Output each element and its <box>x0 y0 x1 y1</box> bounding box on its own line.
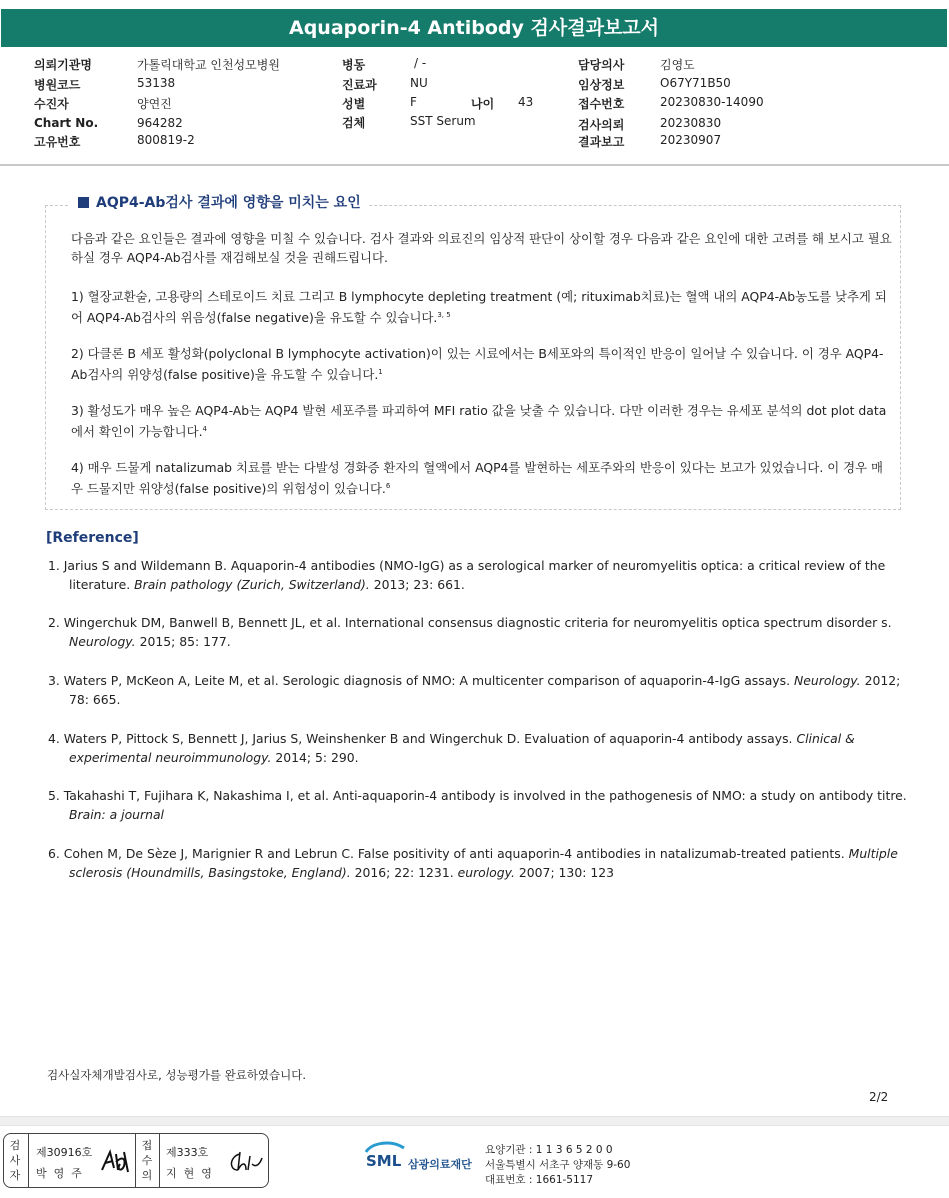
reference-text: Waters P, Pittock S, Bennett J, Jarius S, Weinshenker B and Wingerchuk D. Evaluation of aquaporin-4 antibody assays. <box>63 731 793 746</box>
factor-item-4-sup: 6 <box>385 482 391 490</box>
label-age: 나이 <box>471 97 495 111</box>
label-specimen: 검체 <box>342 116 366 130</box>
reference-text: Wingerchuk DM, Banwell B, Bennett JL, et al. International consensus diagnostic criteria for neuromyelitis optica spectrum disorder s. <box>63 615 892 630</box>
label-ward: 병동 <box>342 58 366 72</box>
org-name: 삼광의료재단 <box>408 1158 472 1171</box>
validation-note: 검사실자체개발검사로, 성능평가를 완료하였습니다. <box>47 1068 307 1082</box>
label-doctor: 담당의사 <box>578 58 625 72</box>
factor-item-3-text: 3) 활성도가 매우 높은 AQP4-Ab는 AQP4 발현 세포주를 파괴하여 MFI ratio 값을 낮출 수 있습니다. 다만 이러한 경우는 유세포 분석의 dot plot data에서 확인이 가능합니다. <box>71 403 887 439</box>
stamp-divider <box>159 1134 160 1187</box>
label-clinical-info: 임상정보 <box>578 78 625 92</box>
factor-item-1-sup: 3, 5 <box>437 311 451 319</box>
reference-num: 2. <box>48 615 60 630</box>
label-department: 진료과 <box>342 78 377 92</box>
value-ward: / - <box>414 56 427 70</box>
reference-item <box>48 613 908 651</box>
reference-journal: Brain pathology (Zurich, Switzerland). <box>134 577 370 592</box>
reference-tail: 2012; 78: 665. <box>69 673 901 707</box>
reference-item <box>48 556 908 594</box>
factors-title-text: AQP4-Ab검사 결과에 영향을 미치는 요인 <box>96 195 361 211</box>
factor-item-4-text: 4) 매우 드물게 natalizumab 치료를 받는 다발성 경화증 환자의 혈액에서 AQP4를 발현하는 세포주와의 반응이 있다는 보고가 있었습니다. 이 경우 매우 드물지만 위양성(false positive)의 위험성이 있습니다. <box>71 460 883 496</box>
org-phone: 대표번호 : 1661-5117 <box>485 1174 594 1186</box>
signature-stamp <box>3 1133 269 1188</box>
factor-item-3-sup: 4 <box>202 425 207 433</box>
factors-intro: 다음과 같은 요인들은 결과에 영향을 미칠 수 있습니다. 검사 결과와 의료진의 임상적 판단이 상이할 경우 다음과 같은 요인에 대한 고려를 해 보시고 필요하실 경우 AQP4-Ab검사를 재검해보실 것을 권해드립니다. <box>71 231 892 265</box>
factor-item-2-sup: 1 <box>378 368 383 376</box>
reference-tail: 2014; 5: 290. <box>275 750 359 765</box>
reference-heading: [Reference] <box>46 530 139 546</box>
reference-item <box>48 786 908 824</box>
stamp-divider <box>135 1134 136 1187</box>
org-address: 서울특별시 서초구 양재동 9-60 <box>485 1159 631 1171</box>
tester-signature <box>98 1146 132 1176</box>
reference-text: Cohen M, De Sèze J, Marignier R and Lebrun C. False positivity of anti aquaporin-4 antibodies in natalizumab-treated patients. <box>63 846 845 861</box>
reference-num: 4. <box>48 731 60 746</box>
org-code: 요양기관 : 1 1 3 6 5 2 0 0 <box>485 1144 613 1156</box>
reference-tail-2: 2007; 130: 123 <box>518 865 614 880</box>
sml-logo: SML <box>366 1152 402 1170</box>
value-age: 43 <box>518 95 534 109</box>
header-divider <box>0 164 949 166</box>
factor-item-4 <box>71 458 893 498</box>
label-chart-no: Chart No. <box>34 116 99 130</box>
value-request-date: 20230830 <box>660 116 722 130</box>
reference-text: Waters P, McKeon A, Leite M, et al. Serologic diagnosis of NMO: A multicenter comparison of aquaporin-4-IgG assays. <box>63 673 791 688</box>
label-receipt-no: 접수번호 <box>578 97 625 111</box>
reference-num: 1. <box>48 558 60 573</box>
reference-item <box>48 844 908 882</box>
reference-journal: Multiple sclerosis (Houndmills, Basingstoke, England). <box>69 846 898 880</box>
reference-text: Takahashi T, Fujihara K, Nakashima I, et al. Anti-aquaporin-4 antibody is involved in the pathogenesis of NMO: a study on antibody titre. <box>63 788 907 803</box>
square-bullet-icon <box>78 197 89 208</box>
report-title: Aquaporin-4 Antibody 검사결과보고서 <box>1 9 947 47</box>
reviewer-signature <box>226 1148 264 1176</box>
label-hospital-code: 병원코드 <box>34 78 81 92</box>
value-specimen: SST Serum <box>410 114 476 128</box>
factor-item-1-text: 1) 혈장교환술, 고용량의 스테로이드 치료 그리고 B lymphocyte depleting treatment (예; rituximab치료)는 혈액 내의 AQP4-Ab농도를 낮추게 되어 AQP4-Ab검사의 위음성(false negative)을 유도할 수 있습니다. <box>71 289 887 325</box>
reference-journal-2: eurology. <box>457 865 515 880</box>
reference-item <box>48 671 908 709</box>
stamp-divider <box>28 1134 29 1187</box>
value-report-date: 20230907 <box>660 133 722 147</box>
tester-license: 제30916호 <box>36 1146 93 1159</box>
value-sex: F <box>410 95 417 109</box>
value-hospital-code: 53138 <box>137 76 176 90</box>
page-number: 2/2 <box>869 1090 889 1104</box>
reference-num: 5. <box>48 788 60 803</box>
factor-item-3 <box>71 401 893 441</box>
tester-name: 박영주 <box>36 1167 89 1180</box>
label-unique-no: 고유번호 <box>34 135 81 149</box>
factors-title <box>70 192 369 212</box>
reference-num: 3. <box>48 673 60 688</box>
reviewer-title: 접수의 <box>141 1139 153 1182</box>
label-sex: 성별 <box>342 97 366 111</box>
value-receipt-no: 20230830-14090 <box>660 95 764 109</box>
factor-item-2-text: 2) 다클론 B 세포 활성화(polyclonal B lymphocyte activation)이 있는 시료에서는 B세포와의 특이적인 반응이 일어날 수 있습니다. 이 경우 AQP4-Ab검사의 위양성(false positive)을 유도할 수 있습니다. <box>71 346 884 382</box>
factor-item-1 <box>71 287 893 327</box>
reviewer-name: 지현영 <box>166 1167 219 1180</box>
value-chart-no: 964282 <box>137 116 183 130</box>
value-doctor: 김영도 <box>660 58 695 72</box>
value-institution: 가톨릭대학교 인천성모병원 <box>137 58 280 72</box>
tester-title: 검사자 <box>9 1139 21 1182</box>
reference-tail: 2013; 23: 661. <box>373 577 465 592</box>
factor-item-2 <box>71 344 893 384</box>
reference-journal: Brain: a journal <box>69 807 164 822</box>
reference-item <box>48 729 908 767</box>
reference-tail: 2016; 22: 1231. <box>354 865 454 880</box>
reference-journal: Clinical & experimental neuroimmunology. <box>69 731 855 765</box>
label-institution: 의뢰기관명 <box>34 58 92 72</box>
label-report-date: 결과보고 <box>578 135 625 149</box>
label-patient: 수진자 <box>34 97 69 111</box>
reference-text: Jarius S and Wildemann B. Aquaporin-4 antibodies (NMO-IgG) as a serological marker of neuromyelitis optica: a critical review of the literature. <box>63 558 886 592</box>
label-request-date: 검사의뢰 <box>578 118 625 132</box>
footer-band <box>0 1116 949 1126</box>
reference-journal: Neurology. <box>69 634 136 649</box>
reference-num: 6. <box>48 846 60 861</box>
value-unique-no: 800819-2 <box>137 133 195 147</box>
value-patient: 양연진 <box>137 97 172 111</box>
reference-journal: Neurology. <box>794 673 861 688</box>
reviewer-license: 제333호 <box>166 1146 209 1159</box>
value-clinical-info: O67Y71B50 <box>660 76 731 90</box>
reference-tail: 2015; 85: 177. <box>139 634 231 649</box>
value-department: NU <box>410 76 428 90</box>
